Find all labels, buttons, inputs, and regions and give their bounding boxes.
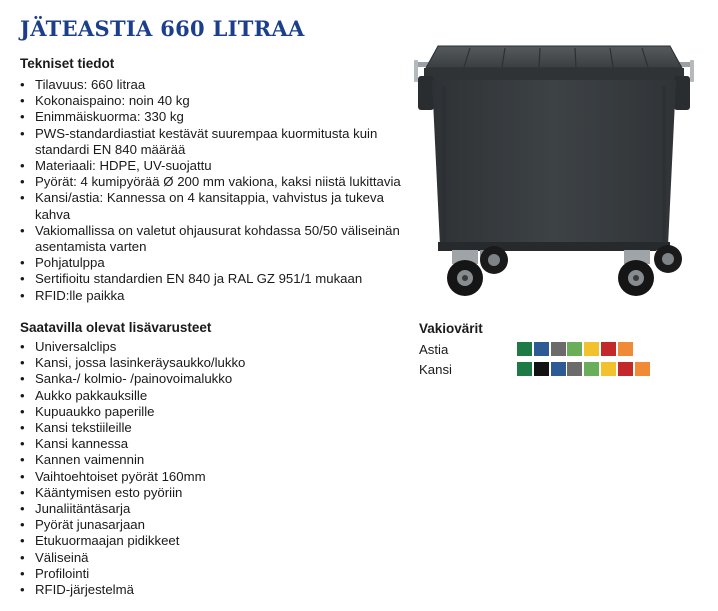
list-item: • Junaliitäntäsarja — [20, 501, 350, 517]
list-item: • Kansi, jossa lasinkeräysaukko/lukko — [20, 355, 350, 371]
list-item: • Pyörät: 4 kumipyörää Ø 200 mm vakiona, kaksi niistä lukittavia — [20, 174, 420, 190]
list-item: • Pohjatulppa — [20, 255, 420, 271]
accessories-list — [20, 339, 350, 598]
color-swatch — [635, 362, 650, 376]
list-item: • Aukko pakkauksille — [20, 388, 350, 404]
color-row-label: Kansi — [419, 362, 452, 377]
list-item: • Enimmäiskuorma: 330 kg — [20, 109, 420, 125]
color-swatch — [567, 342, 582, 356]
accessories-heading: Saatavilla olevat lisävarusteet — [20, 320, 212, 335]
list-item: • RFID:lle paikka — [20, 288, 420, 304]
color-swatch — [567, 362, 582, 376]
list-item: • PWS-standardiastiat kestävät suurempaa kuormitusta kuin standardi EN 840 määrää — [20, 126, 420, 158]
list-item: • Kansi/astia: Kannessa on 4 kansitappia, vahvistus ja tukeva kahva — [20, 190, 420, 222]
swatch-group — [517, 342, 633, 356]
list-item: • Kansi kannessa — [20, 436, 350, 452]
waste-container-image — [410, 38, 698, 302]
page-title: JÄTEASTIA 660 LITRAA — [20, 16, 305, 41]
color-swatch — [551, 342, 566, 356]
list-item: • Väliseinä — [20, 550, 350, 566]
list-item: • Pyörät junasarjaan — [20, 517, 350, 533]
color-swatch — [517, 342, 532, 356]
color-swatch — [601, 362, 616, 376]
color-swatch — [534, 362, 549, 376]
list-item: • Profilointi — [20, 566, 350, 582]
list-item: • Vakiomallissa on valetut ohjausurat kohdassa 50/50 väliseinän asentamista varten — [20, 223, 420, 255]
color-swatch — [618, 342, 633, 356]
color-swatch — [584, 342, 599, 356]
list-item: • Tilavuus: 660 litraa — [20, 77, 420, 93]
specs-heading: Tekniset tiedot — [20, 56, 115, 71]
list-item: • Universalclips — [20, 339, 350, 355]
list-item: • Etukuormaajan pidikkeet — [20, 533, 350, 549]
color-swatch — [517, 362, 532, 376]
color-swatch — [551, 362, 566, 376]
list-item: • Kannen vaimennin — [20, 452, 350, 468]
color-swatch — [534, 342, 549, 356]
color-swatch — [618, 362, 633, 376]
list-item: • Sertifioitu standardien EN 840 ja RAL GZ 951/1 mukaan — [20, 271, 420, 287]
standard-colors-heading: Vakiovärit — [419, 321, 483, 336]
list-item: • Kansi tekstiileille — [20, 420, 350, 436]
swatch-group — [517, 362, 650, 376]
color-swatch — [584, 362, 599, 376]
color-row-label: Astia — [419, 342, 449, 357]
specs-list — [20, 77, 420, 304]
color-swatch — [601, 342, 616, 356]
list-item: • Kupuaukko paperille — [20, 404, 350, 420]
list-item: • Materiaali: HDPE, UV-suojattu — [20, 158, 420, 174]
list-item: • RFID-järjestelmä — [20, 582, 350, 598]
list-item: • Kokonaispaino: noin 40 kg — [20, 93, 420, 109]
list-item: • Kääntymisen esto pyöriin — [20, 485, 350, 501]
list-item: • Sanka-/ kolmio- /painovoimalukko — [20, 371, 350, 387]
list-item: • Vaihtoehtoiset pyörät 160mm — [20, 469, 350, 485]
